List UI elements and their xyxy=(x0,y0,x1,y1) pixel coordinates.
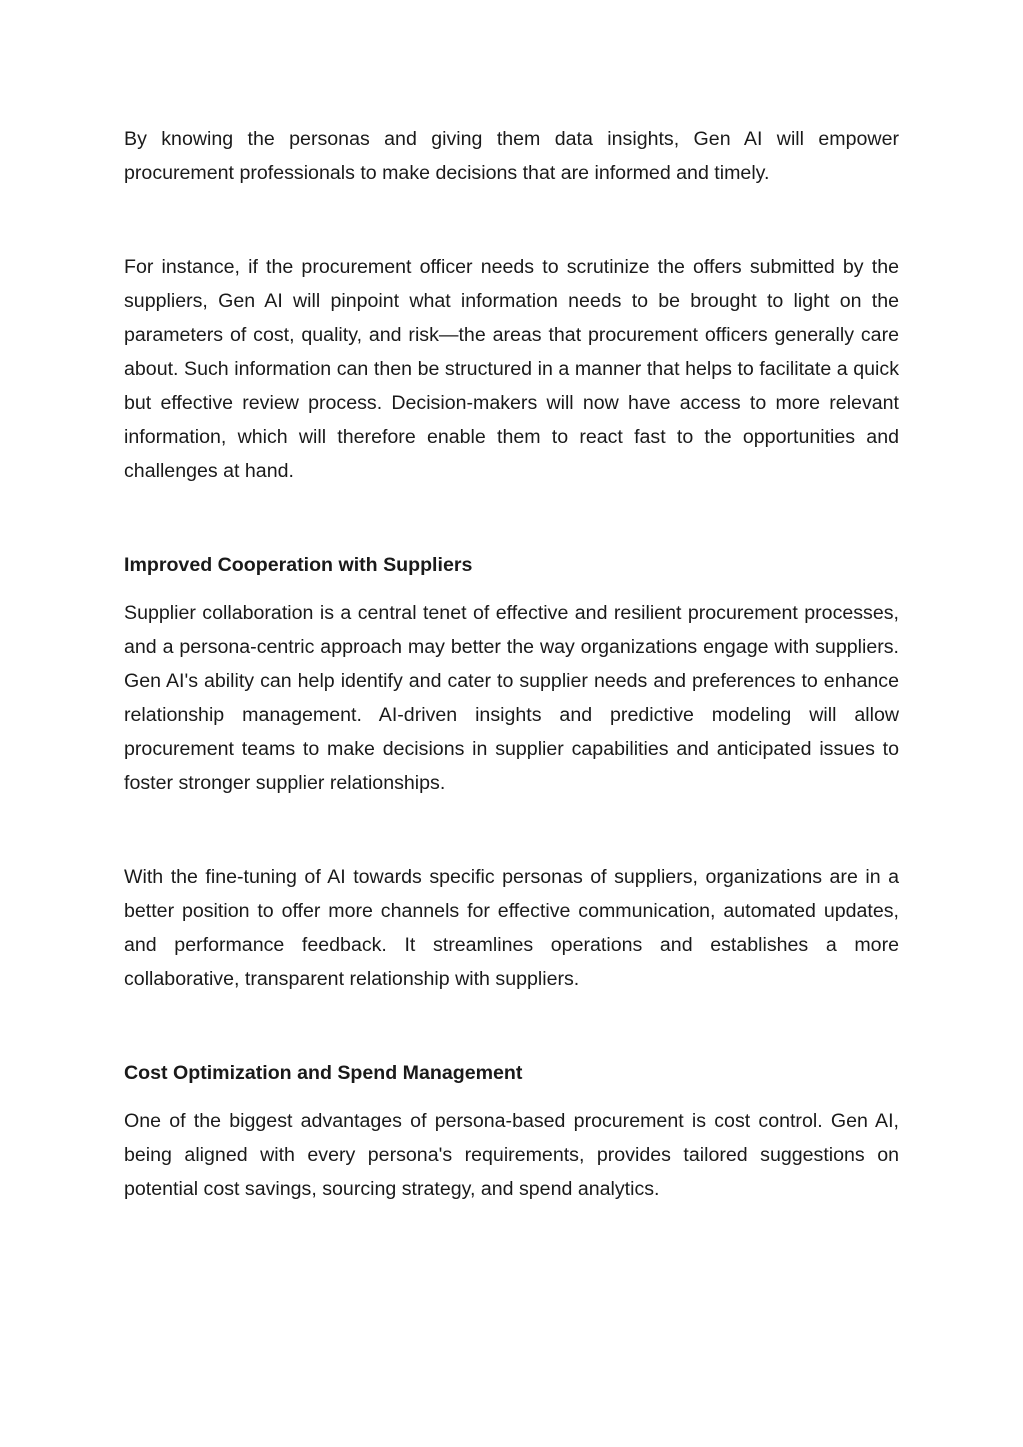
spacer xyxy=(124,800,899,860)
paragraph-procurement-officer-example: For instance, if the procurement officer needs to scrutinize the offers submitted by the suppliers, Gen AI will pinpoint what information needs to be brought to light on the parameters of cost, quality, and risk—the areas that procurement officers generally care about. Such information can then be structured in a manner that helps to facilitate a quick but effective review process. Decision-makers will now have access to more relevant information, which will therefore enable them to react fast to the opportunities and challenges at hand. xyxy=(124,256,899,482)
spacer xyxy=(124,996,899,1056)
heading-improved-cooperation: Improved Cooperation with Suppliers xyxy=(124,554,473,576)
spacer xyxy=(124,488,899,548)
paragraph-cost-control: One of the biggest advantages of persona-based procurement is cost control. Gen AI, being aligned with every persona's requirements, provides tailored suggestions on potential cost savings, sourcing strategy, and spend analytics. xyxy=(124,1110,899,1200)
paragraph-personas-insights: By knowing the personas and giving them data insights, Gen AI will empower procurement professionals to make decisions that are informed and timely. xyxy=(124,128,899,184)
document-page xyxy=(124,122,899,1206)
spacer xyxy=(124,1090,899,1104)
paragraph-fine-tuning-ai: With the fine-tuning of AI towards specific personas of suppliers, organizations are in a better position to offer more channels for effective communication, automated updates, and performance feedback. It streamlines operations and establishes a more collaborative, transparent relationship with suppliers. xyxy=(124,866,899,990)
spacer xyxy=(124,190,899,250)
paragraph-supplier-collaboration: Supplier collaboration is a central tenet of effective and resilient procurement processes, and a persona-centric approach may better the way organizations engage with suppliers. Gen AI's ability can help identify and cater to supplier needs and preferences to enhance relationship management. AI-driven insights and predictive modeling will allow procurement teams to make decisions in supplier capabilities and anticipated issues to foster stronger supplier relationships. xyxy=(124,602,899,794)
spacer xyxy=(124,582,899,596)
heading-cost-optimization: Cost Optimization and Spend Management xyxy=(124,1062,523,1084)
